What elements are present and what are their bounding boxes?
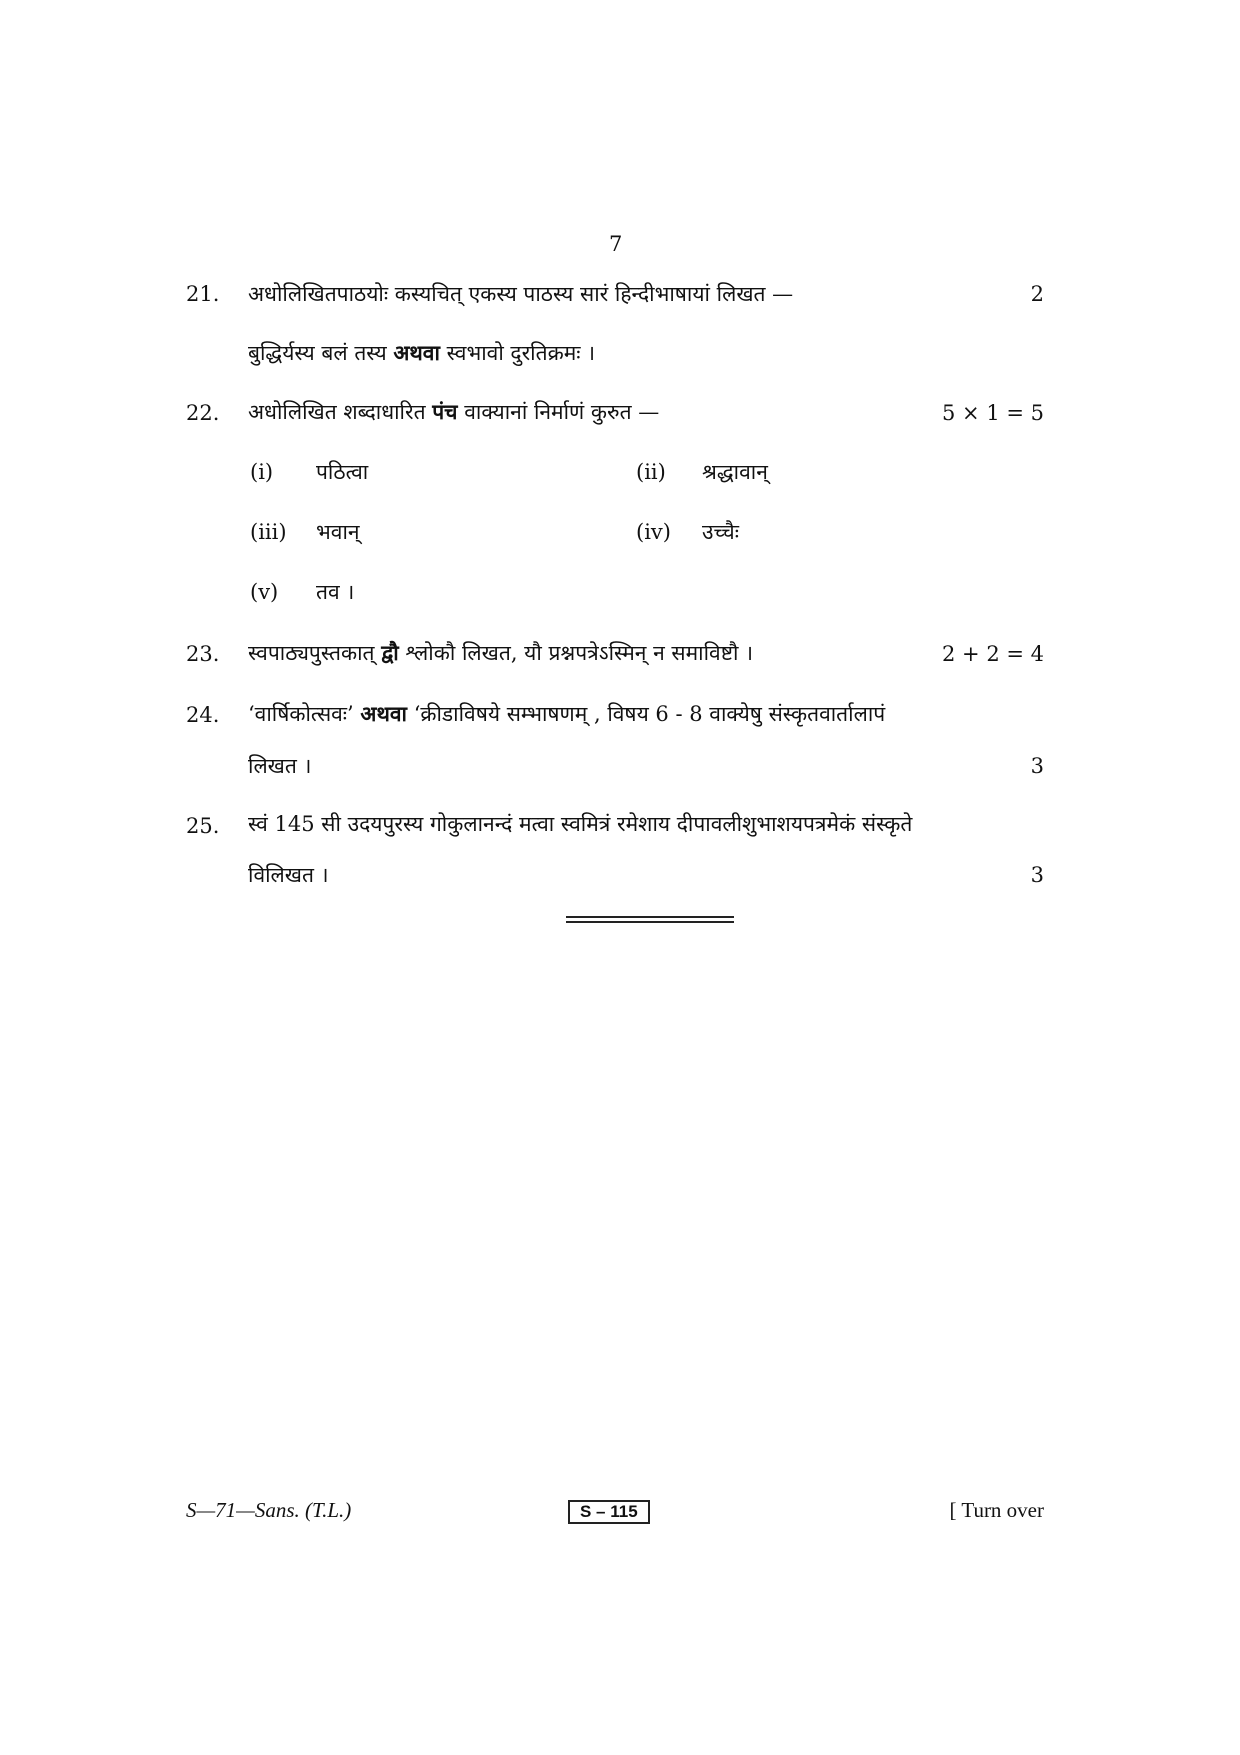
item-label: (v) (250, 580, 279, 604)
question-text-pre: ‘वार्षिकोत्सवः’ (248, 702, 354, 726)
question-text: अधोलिखितपाठयोः कस्यचित् एकस्य पाठस्य सारं हिन्दीभाषायां लिखत — (248, 282, 794, 306)
item-label: (i) (250, 460, 274, 484)
question-text (248, 700, 885, 728)
question-text-line2: लिखत । (248, 754, 312, 778)
option-a: बुद्धिर्यस्य बलं तस्य (248, 341, 387, 365)
end-rule-top (566, 916, 734, 918)
question-marks: 5 × 1 = 5 (942, 401, 1044, 425)
question-text (248, 639, 753, 667)
question-number: 21. (186, 282, 220, 306)
question-marks: 3 (1030, 754, 1044, 778)
or-keyword: अथवा (360, 701, 407, 726)
question-options (248, 339, 595, 367)
footer-set-code: S – 115 (568, 1500, 650, 1524)
item-word: पठित्वा (316, 460, 369, 484)
question-text-line2: विलिखत । (248, 863, 329, 887)
question-marks: 2 + 2 = 4 (942, 642, 1044, 666)
question-text-pre: स्वपाठ्यपुस्तकात् (248, 641, 375, 665)
question-marks: 2 (1030, 282, 1044, 306)
question-text-bold: पंच (432, 399, 458, 424)
item-word: उच्चैः (702, 520, 740, 544)
question-text: स्वं 145 सी उदयपुरस्य गोकुलानन्दं मत्वा स्वमित्रं रमेशाय दीपावलीशुभाशयपत्रमेकं संस्कृते (248, 812, 913, 836)
footer-turn-over: [ Turn over (949, 1498, 1044, 1522)
question-number: 24. (186, 703, 220, 727)
item-label: (ii) (636, 460, 666, 484)
item-label: (iii) (250, 520, 287, 544)
question-text (248, 398, 659, 426)
question-marks: 3 (1030, 863, 1044, 887)
question-text-pre: अधोलिखित शब्दाधारित (248, 400, 426, 424)
or-keyword: अथवा (393, 340, 440, 365)
question-text-post: श्लोकौ लिखत, यौ प्रश्नपत्रेऽस्मिन् न समाविष्टौ । (405, 641, 754, 665)
end-rule-bottom (566, 921, 734, 923)
question-number: 22. (186, 401, 220, 425)
item-word: तव । (316, 580, 355, 604)
question-text-post: ‘क्रीडाविषये सम्भाषणम् , विषय 6 - 8 वाक्येषु संस्कृतवार्तालापं (413, 702, 886, 726)
question-text-bold: द्वौ (381, 640, 399, 665)
question-text-post: वाक्यानां निर्माणं कुरुत — (464, 400, 660, 424)
item-word: श्रद्धावान् (702, 460, 768, 484)
page-number: 7 (609, 232, 623, 256)
item-word: भवान् (316, 520, 360, 544)
question-number: 25. (186, 814, 220, 838)
item-label: (iv) (636, 520, 671, 544)
option-b: स्वभावो दुरतिक्रमः । (446, 341, 596, 365)
question-number: 23. (186, 642, 220, 666)
footer-paper-code: S—71—Sans. (T.L.) (186, 1498, 352, 1522)
